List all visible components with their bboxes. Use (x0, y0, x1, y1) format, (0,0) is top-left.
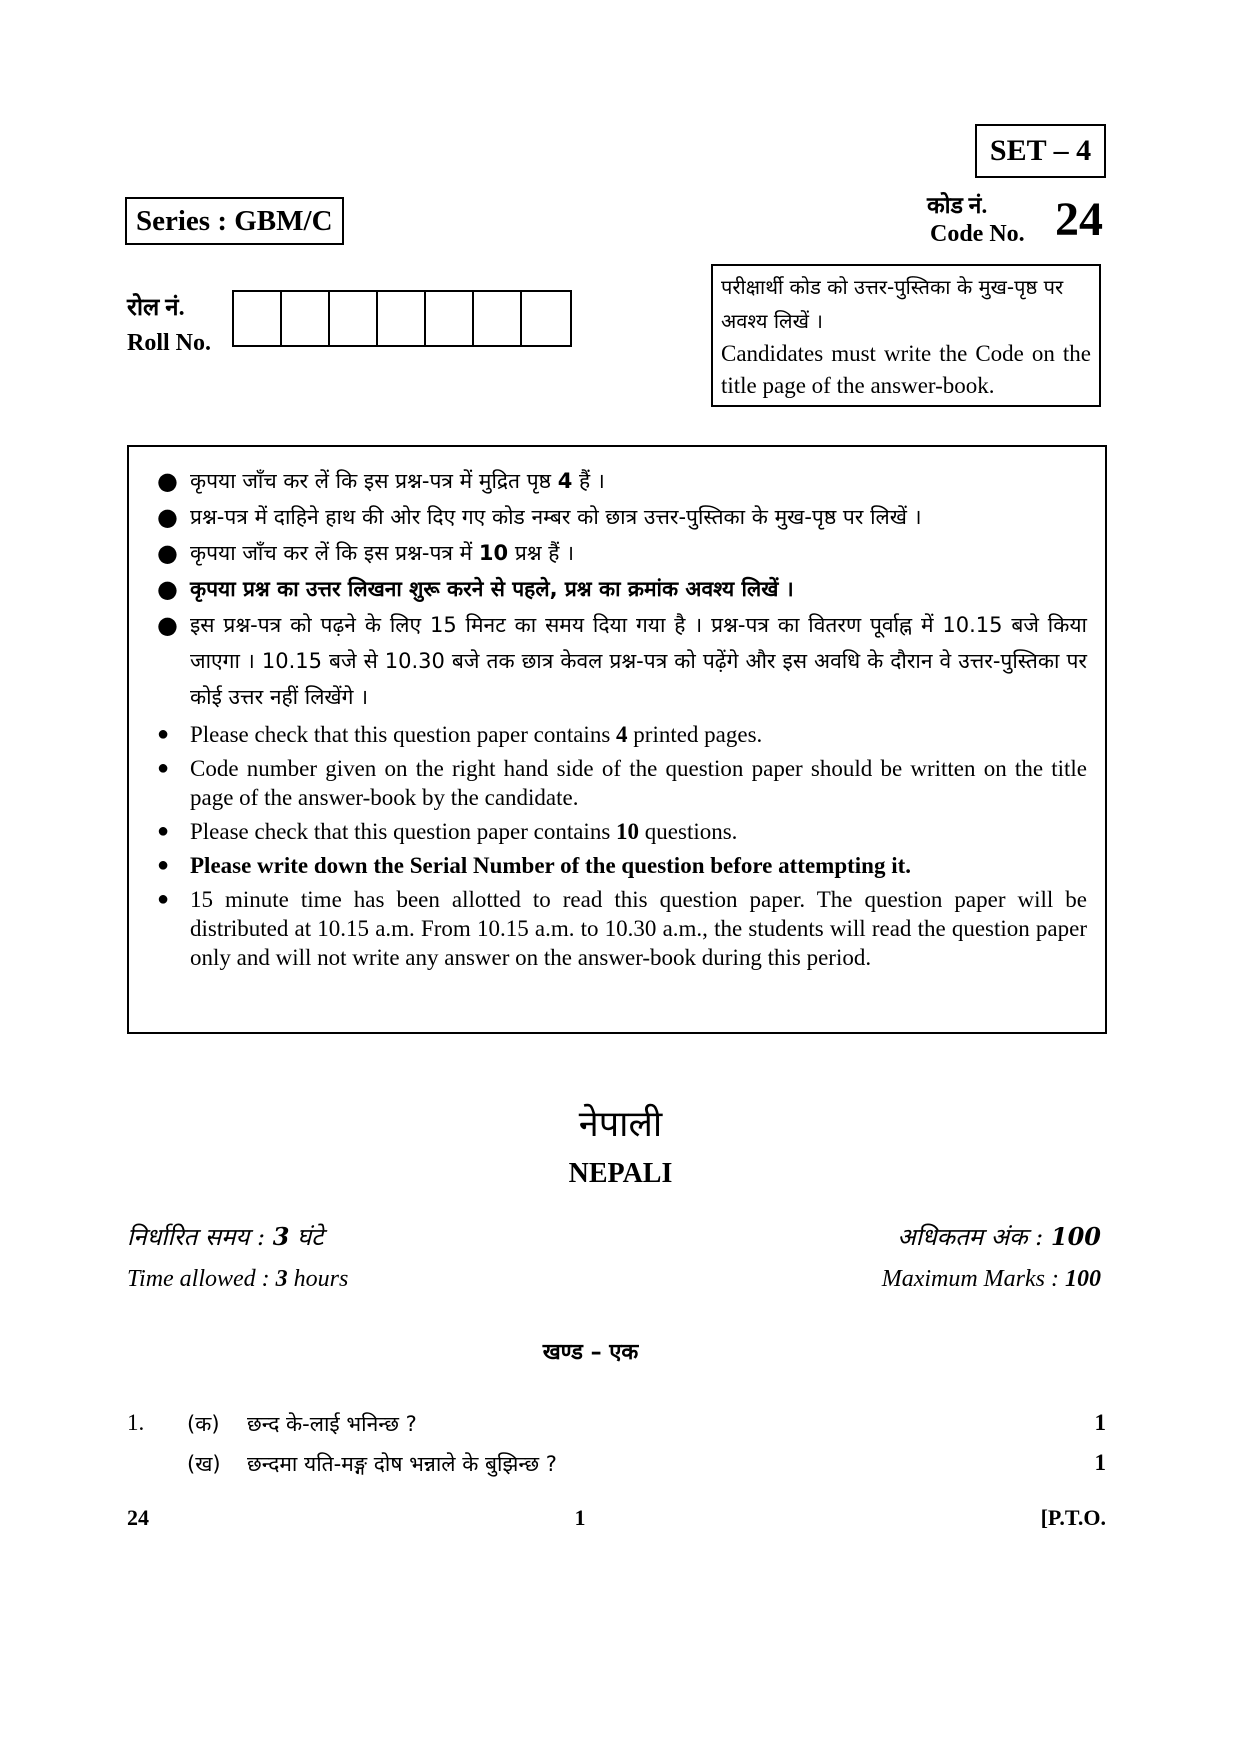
bullet-icon: ● (157, 503, 178, 531)
roll-number-box[interactable] (378, 292, 426, 345)
instruction-item: ● Please check that this question paper contains 4 printed pages. (157, 722, 763, 747)
instruction-item: ● कृपया प्रश्न का उत्तर लिखना शुरू करने से पहले, प्रश्न का क्रमांक अवश्य लिखें । (149, 571, 1087, 607)
question-number: 1. (127, 1410, 145, 1435)
roll-number-box[interactable] (474, 292, 522, 345)
roll-number-box[interactable] (234, 292, 282, 345)
question-part-text: छन्दमा यति-मङ्ग दोष भन्नाले के बुझिन्छ ? (247, 1452, 557, 1476)
maximum-marks-english: Maximum Marks : 100 (881, 1266, 1101, 1292)
subject-title-english: NEPALI (568, 1158, 673, 1189)
code-notice-hindi: परीक्षार्थी कोड को उत्तर-पुस्तिका के मुख-पृष्ठ पर अवश्य लिखें । (721, 275, 1064, 333)
section-heading: खण्ड – एक (542, 1340, 639, 1365)
instruction-item: ● 15 minute time has been allotted to read this question paper. The question paper will be distributed at 10.15 a.m. From 10.15 a.m. to 10.30 a.m., the students will read the question paper only and will not write any answer on the answer-book during this period. (157, 887, 1087, 970)
bullet-icon: ● (157, 757, 170, 779)
instruction-item: ● कृपया जाँच कर लें कि इस प्रश्न-पत्र में 10 प्रश्न हैं । (149, 535, 1087, 571)
footer-code: 24 (127, 1505, 149, 1530)
instructions-hindi (149, 463, 1087, 715)
roll-number-box[interactable] (282, 292, 330, 345)
instructions-box (127, 445, 1107, 1034)
bullet-icon: ● (157, 467, 178, 495)
question-part-marks: 1 (1094, 1450, 1106, 1475)
series-label: Series : GBM/C (125, 197, 344, 245)
code-notice-box (711, 264, 1101, 407)
roll-number-box[interactable] (522, 292, 570, 345)
question-part-text: छन्द के-लाई भनिन्छ ? (247, 1412, 417, 1436)
instruction-item: ● प्रश्न-पत्र में दाहिने हाथ की ओर दिए गए कोड नम्बर को छात्र उत्तर-पुस्तिका के मुख-पृष्ठ पर लिखें । (149, 499, 1087, 535)
roll-number-box[interactable] (426, 292, 474, 345)
code-notice-english: Candidates must write the Code on the title page of the answer-book. (721, 341, 1091, 399)
question-part-label: (ख) (187, 1452, 221, 1476)
code-label-hindi: कोड नं. (927, 193, 988, 218)
time-allowed-english: Time allowed : 3 hours (127, 1266, 349, 1292)
code-label-english: Code No. (930, 221, 1025, 247)
roll-label-english: Roll No. (127, 330, 211, 356)
code-number: 24 (1055, 193, 1103, 246)
bullet-icon: ● (157, 575, 178, 603)
bullet-icon: ● (157, 854, 170, 876)
bullet-icon: ● (157, 820, 170, 842)
roll-label-hindi: रोल नं. (127, 295, 185, 321)
please-turn-over: [P.T.O. (1040, 1505, 1106, 1530)
instruction-item: ● Code number given on the right hand side of the question paper should be written on the title page of the answer-book by the candidate. (157, 756, 1087, 810)
set-label: SET – 4 (975, 124, 1106, 178)
maximum-marks-hindi: अधिकतम अंक : 100 (897, 1222, 1101, 1251)
subject-title-hindi: नेपाली (578, 1104, 663, 1145)
bullet-icon: ● (157, 539, 178, 567)
question-part-label: (क) (187, 1412, 220, 1436)
instruction-item: ● इस प्रश्न-पत्र को पढ़ने के लिए 15 मिनट का समय दिया गया है । प्रश्न-पत्र का वितरण पूर्वाह्न में 10.15 बजे किया जाएगा । 10.15 बजे से 10.30 बजे तक छात्र केवल प्रश्न-पत्र को पढ़ेंगे और इस अवधि के दौरान वे उत्तर-पुस्तिका पर कोई उत्तर नहीं लिखेंगे । (149, 607, 1087, 715)
bullet-icon: ● (157, 888, 170, 910)
instruction-item: ● Please write down the Serial Number of the question before attempting it. (157, 853, 912, 878)
page-number: 1 (574, 1505, 586, 1530)
instruction-item: ● कृपया जाँच कर लें कि इस प्रश्न-पत्र में मुद्रित पृष्ठ 4 हैं । (149, 463, 1087, 499)
bullet-icon: ● (157, 723, 170, 745)
instruction-item: ● Please check that this question paper contains 10 questions. (157, 819, 738, 844)
bullet-icon: ● (157, 611, 178, 639)
roll-number-boxes[interactable] (232, 290, 572, 347)
roll-number-box[interactable] (330, 292, 378, 345)
instructions-english (149, 720, 1087, 972)
question-part-marks: 1 (1094, 1410, 1106, 1435)
time-allowed-hindi: निर्धारित समय : 3 घंटे (127, 1222, 324, 1251)
